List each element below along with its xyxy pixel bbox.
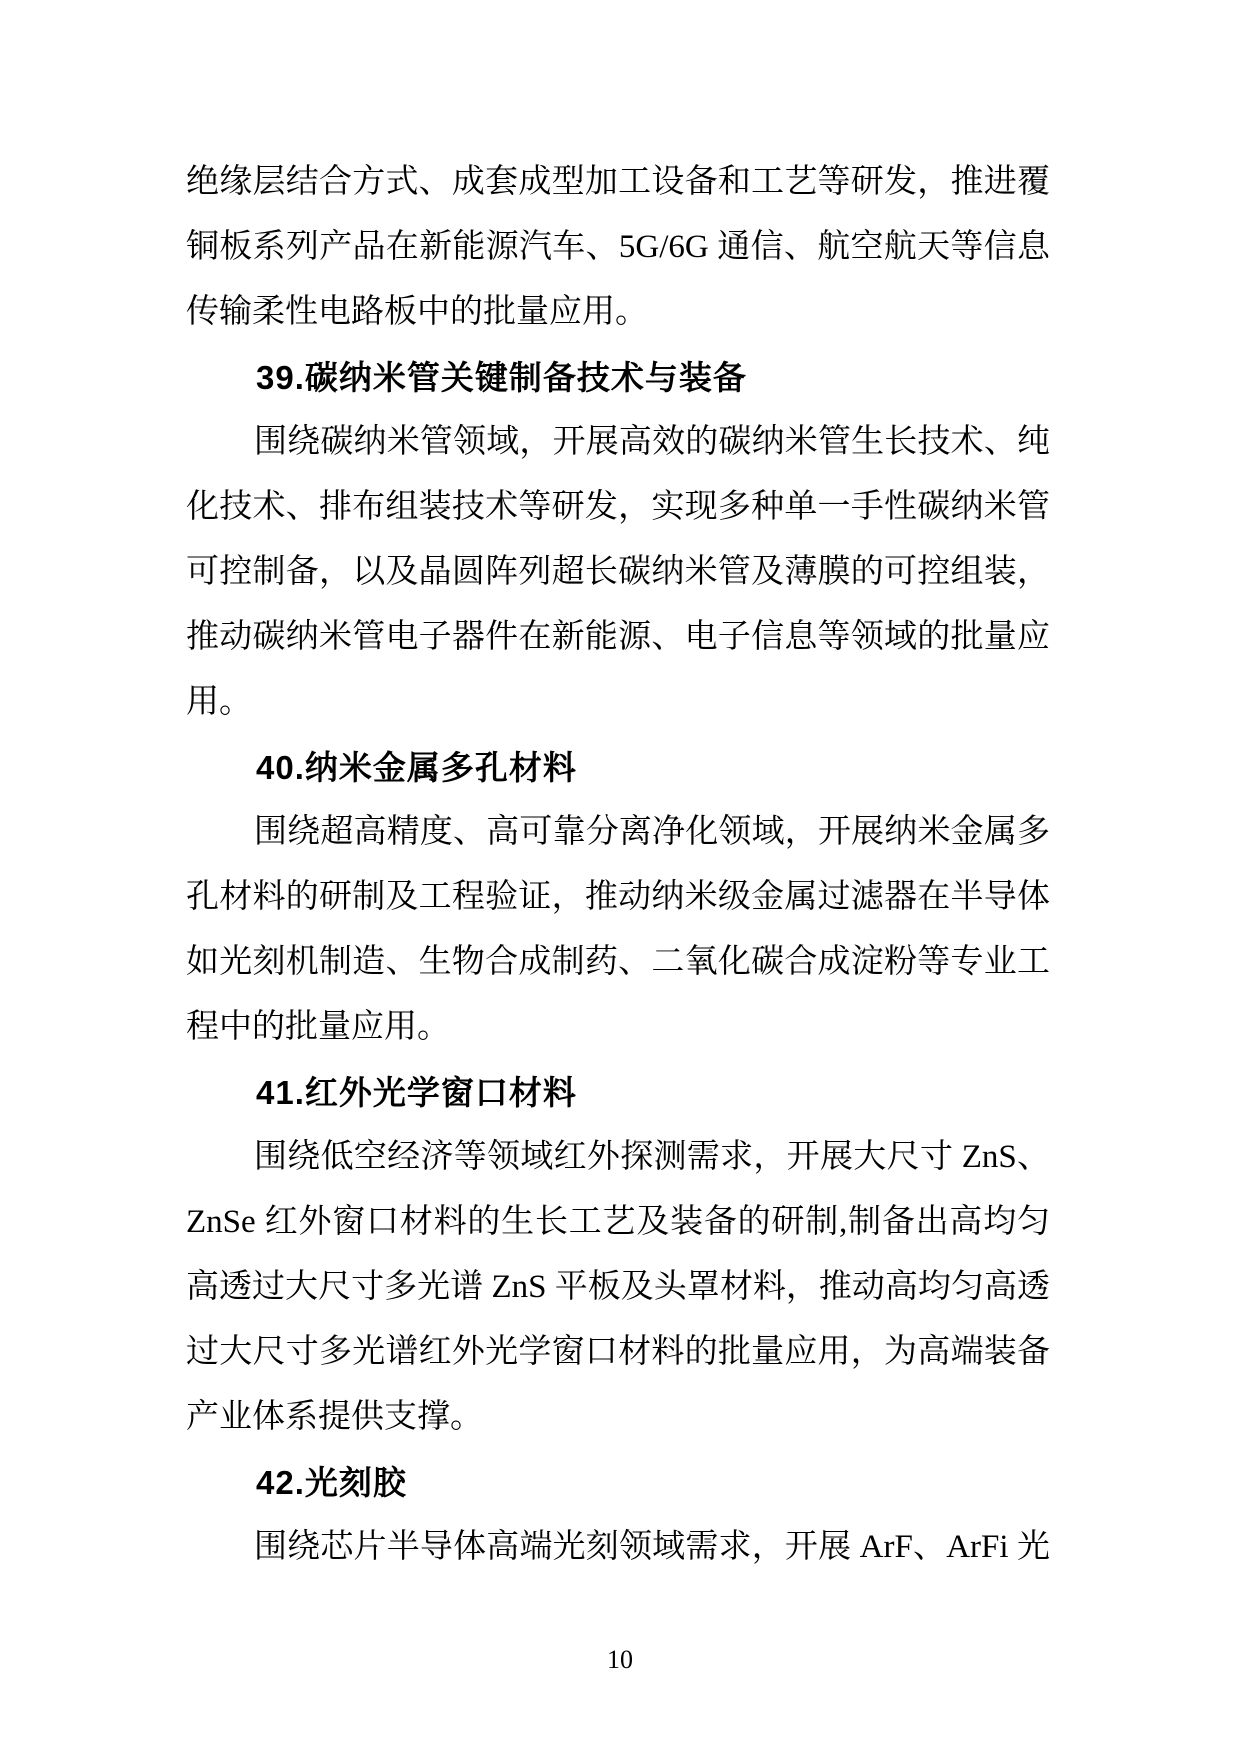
para-40-line-1: 围绕超高精度、高可靠分离净化领域，开展纳米金属多	[254, 814, 1050, 850]
para-40-line-2: 孔材料的研制及工程验证，推动纳米级金属过滤器在半导体	[186, 879, 1050, 915]
para-41-line-5: 产业体系提供支撑。	[186, 1399, 483, 1435]
heading-40: 40.纳米金属多孔材料	[256, 749, 577, 786]
para-41-line-3: 高透过大尺寸多光谱 ZnS 平板及头罩材料，推动高均匀高透	[186, 1269, 1050, 1305]
para-39-line-4: 推动碳纳米管电子器件在新能源、电子信息等领域的批量应	[186, 619, 1050, 655]
heading-39: 39.碳纳米管关键制备技术与装备	[256, 359, 747, 396]
para-39-line-2: 化技术、排布组装技术等研发，实现多种单一手性碳纳米管	[186, 489, 1050, 525]
para-41-line-4: 过大尺寸多光谱红外光学窗口材料的批量应用，为高端装备	[186, 1334, 1050, 1370]
para-39-line-5: 用。	[186, 684, 252, 720]
para-39-line-3: 可控制备，以及晶圆阵列超长碳纳米管及薄膜的可控组装，	[186, 554, 1050, 590]
para-42-line-1: 围绕芯片半导体高端光刻领域需求，开展 ArF、ArFi 光	[254, 1529, 1050, 1565]
heading-42: 42.光刻胶	[256, 1464, 407, 1501]
para-41-line-1: 围绕低空经济等领域红外探测需求，开展大尺寸 ZnS、	[254, 1139, 1050, 1175]
heading-41: 41.红外光学窗口材料	[256, 1074, 577, 1111]
document-body	[186, 150, 1050, 1580]
para-38-continuation-line-1: 绝缘层结合方式、成套成型加工设备和工艺等研发，推进覆	[186, 164, 1050, 200]
para-38-continuation-line-2: 铜板系列产品在新能源汽车、5G/6G 通信、航空航天等信息	[186, 229, 1050, 265]
para-41-line-2: ZnSe 红外窗口材料的生长工艺及装备的研制,制备出高均匀	[186, 1204, 1050, 1240]
page-number: 10	[607, 1645, 633, 1674]
para-38-continuation-line-3: 传输柔性电路板中的批量应用。	[186, 294, 648, 330]
para-40-line-4: 程中的批量应用。	[186, 1009, 450, 1045]
para-39-line-1: 围绕碳纳米管领域，开展高效的碳纳米管生长技术、纯	[254, 424, 1050, 460]
para-40-line-3: 如光刻机制造、生物合成制药、二氧化碳合成淀粉等专业工	[186, 944, 1050, 980]
